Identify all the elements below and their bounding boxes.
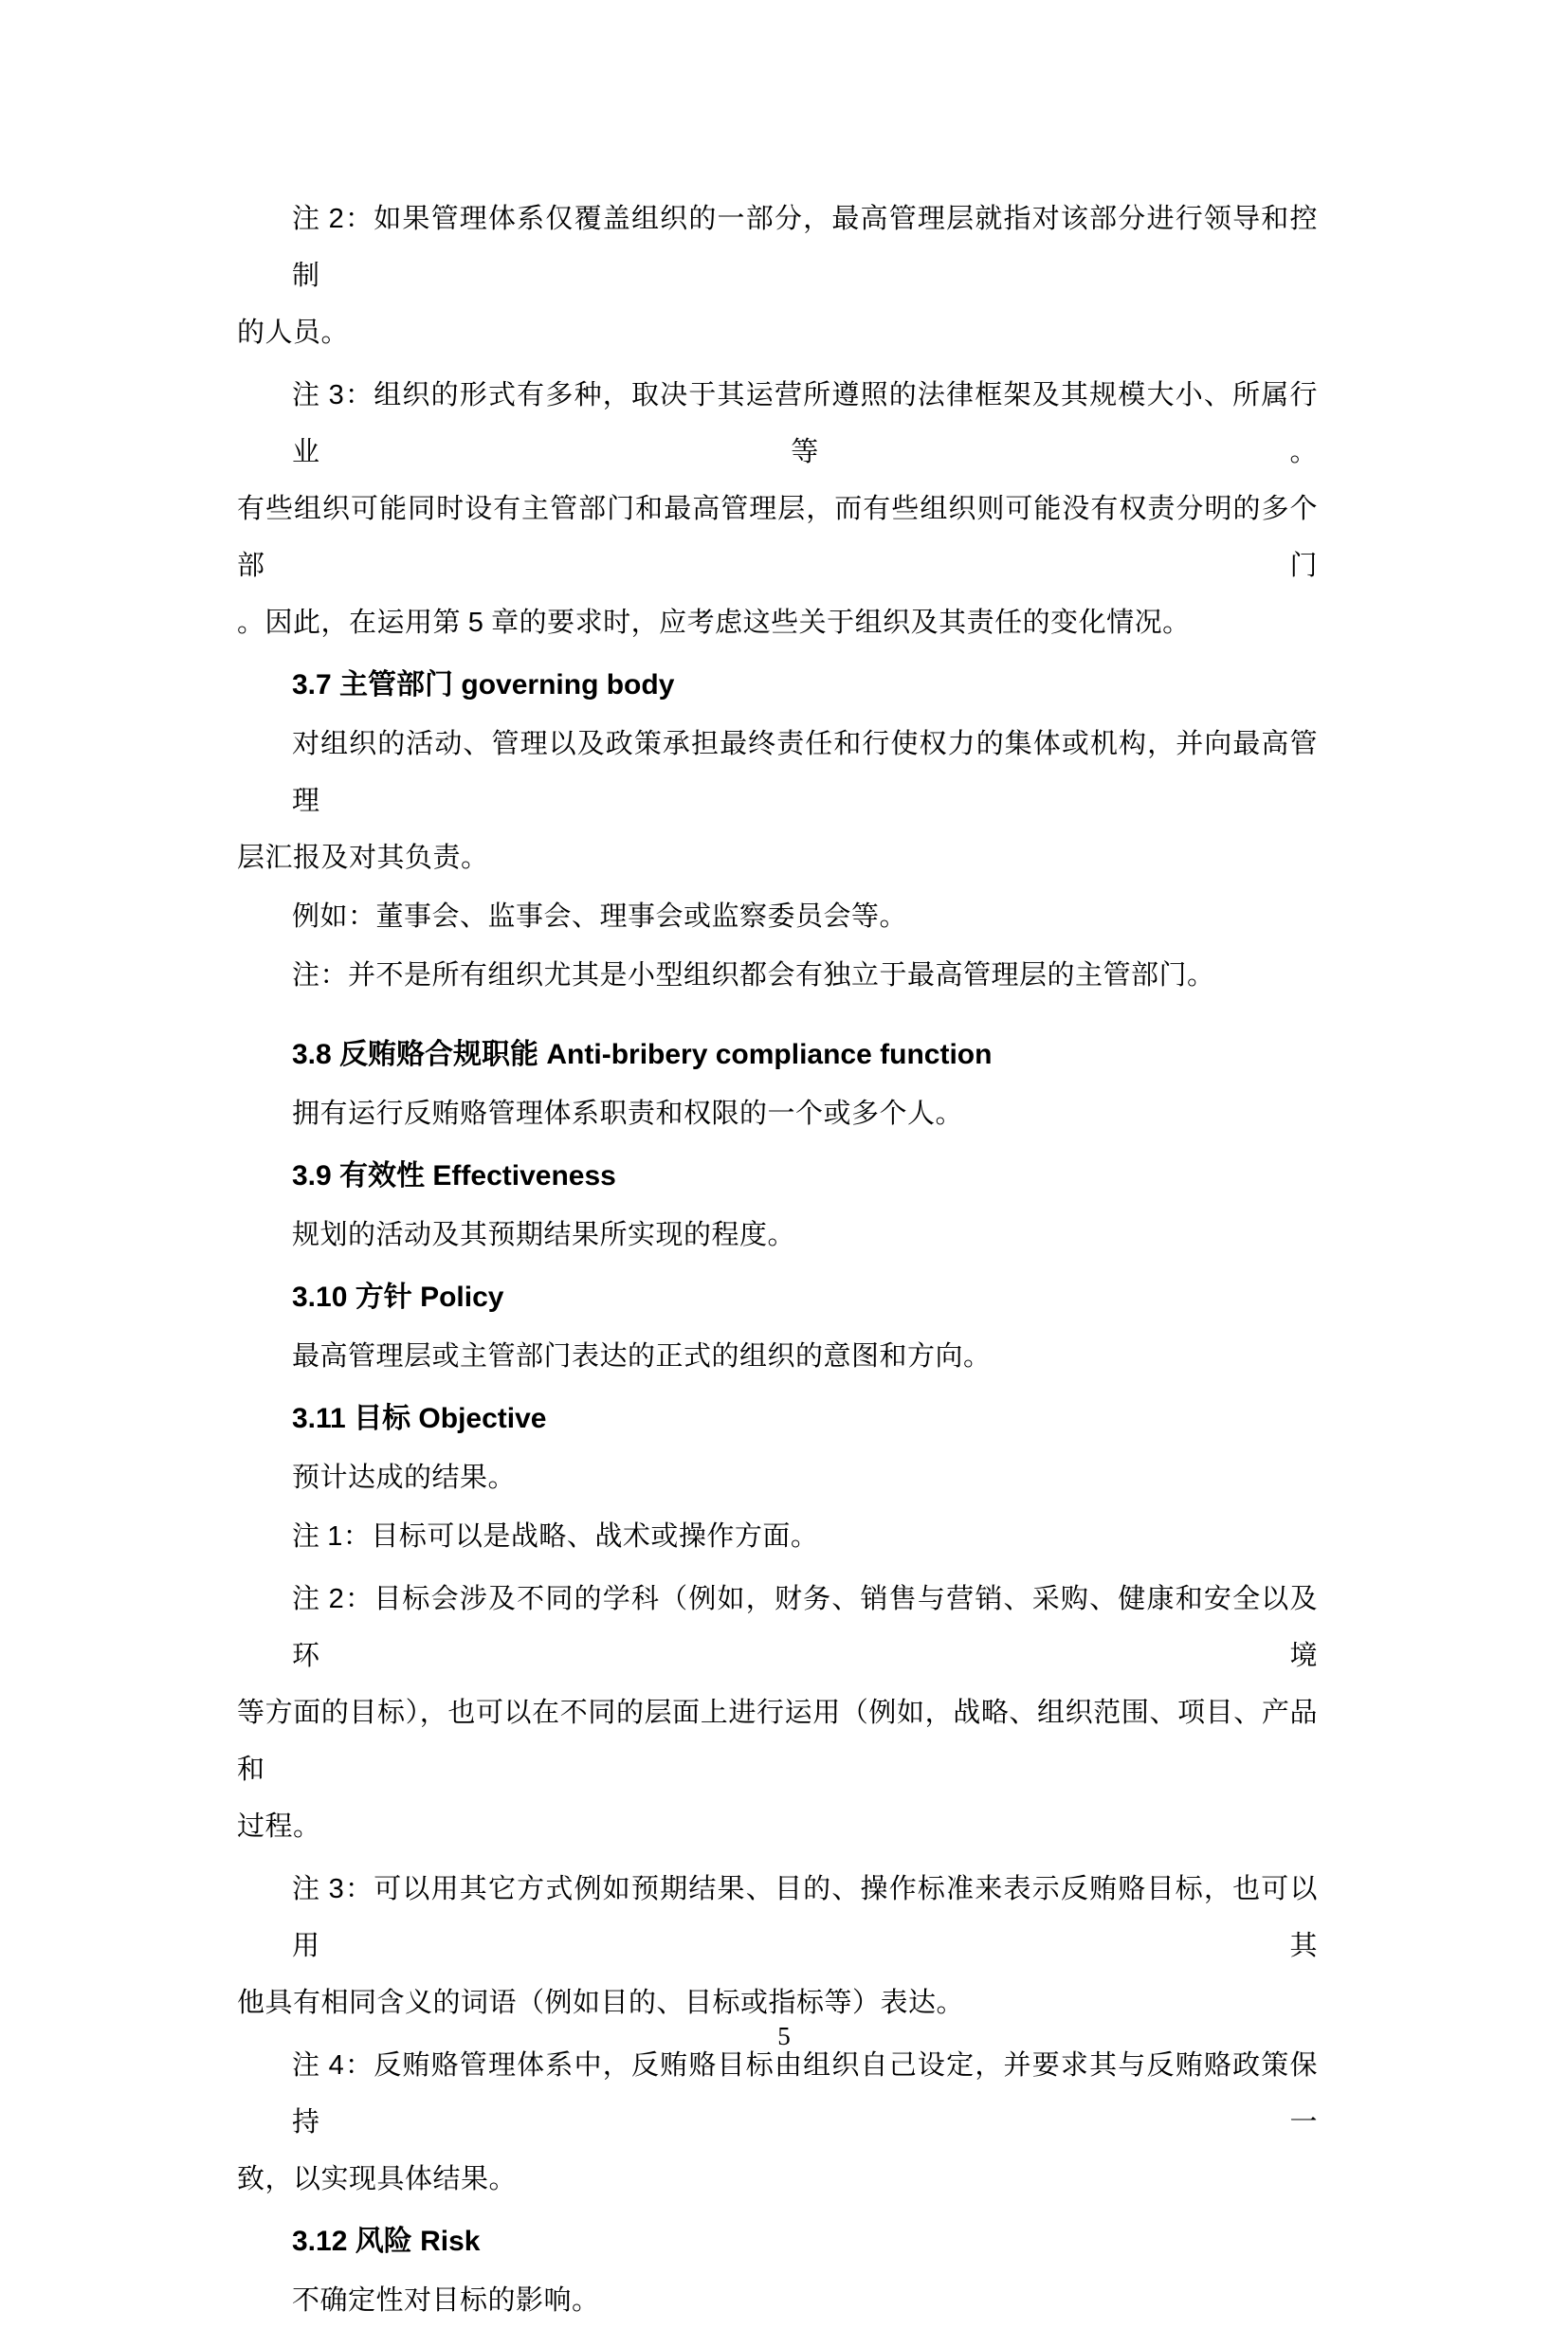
text-line: 注 3：可以用其它方式例如预期结果、目的、操作标准来表示反贿赂目标，也可以用其 (292, 1874, 1318, 1961)
text-line: 最高管理层或主管部门表达的正式的组织的意图和方向。 (292, 1341, 992, 1372)
paragraph (237, 716, 1318, 886)
paragraph (237, 888, 1318, 945)
latin-text: 3 (328, 1874, 345, 1904)
latin-text: governing body (461, 669, 675, 701)
text-line: 注 3：组织的形式有多种，取决于其运营所遵照的法律框架及其规模大小、所属行业等。 (292, 380, 1318, 467)
text-line: 3.10 方针 Policy (292, 1282, 504, 1313)
paragraph (237, 1085, 1318, 1142)
text-line: 对组织的活动、管理以及政策承担最终责任和行使权力的集体或机构，并向最高管理 (292, 729, 1318, 816)
text-line: 致，以实现具体结果。 (237, 2164, 518, 2194)
note-paragraph (237, 191, 1318, 361)
section-heading (237, 657, 1318, 714)
latin-text: 3.7 (292, 669, 332, 701)
text-line: 不确定性对目标的影响。 (292, 2285, 600, 2316)
page-number: 5 (777, 2022, 791, 2050)
section-heading (237, 1148, 1318, 1205)
latin-text: Objective (418, 1403, 547, 1434)
section-heading (237, 1027, 1318, 1083)
latin-text: 3 (328, 380, 345, 410)
latin-text: 3.9 (292, 1160, 332, 1192)
latin-text: 3.11 (292, 1403, 346, 1434)
section-heading (237, 2213, 1318, 2270)
latin-text: 1 (327, 1521, 343, 1552)
text-line: 注：并不是所有组织尤其是小型组织都会有独立于最高管理层的主管部门。 (292, 960, 1215, 991)
text-line: 3.11 目标 Objective (292, 1403, 547, 1434)
text-line: 3.7 主管部门 governing body (292, 669, 675, 701)
blank-line (237, 1004, 1318, 1021)
note-paragraph (237, 2037, 1318, 2208)
note-paragraph (237, 367, 1318, 651)
paragraph (237, 1328, 1318, 1385)
text-line: 等方面的目标），也可以在不同的层面上进行运用（例如，战略、组织范围、项目、产品和 (237, 1698, 1318, 1785)
latin-text: Risk (420, 2226, 481, 2257)
text-line: 预计达成的结果。 (292, 1463, 517, 1493)
latin-text: Anti-bribery compliance function (546, 1039, 993, 1070)
latin-text: Effectiveness (432, 1160, 616, 1192)
text-line: 层汇报及对其负责。 (237, 843, 489, 873)
text-line: 。因此，在运用第 5 章的要求时，应考虑这些关于组织及其责任的变化情况。 (237, 608, 1191, 638)
section-heading (237, 1391, 1318, 1447)
section-heading (237, 1269, 1318, 1326)
text-line: 注 1：目标可以是战略、战术或操作方面。 (292, 1521, 819, 1552)
text-line: 的人员。 (237, 318, 350, 348)
text-line: 拥有运行反贿赂管理体系职责和权限的一个或多个人。 (292, 1099, 964, 1129)
paragraph (237, 1508, 1318, 1565)
text-line: 注 2：目标会涉及不同的学科（例如，财务、销售与营销、采购、健康和安全以及环境 (292, 1584, 1318, 1671)
text-line: 他具有相同含义的词语（例如目的、目标或指标等）表达。 (237, 1988, 965, 2018)
latin-text: 3.8 (292, 1039, 332, 1070)
note-paragraph (237, 1861, 1318, 2031)
text-line: 3.8 反贿赂合规职能 Anti-bribery compliance function (292, 1039, 993, 1070)
note-paragraph (237, 1571, 1318, 1855)
paragraph (237, 1207, 1318, 1264)
text-line: 3.9 有效性 Effectiveness (292, 1160, 616, 1192)
text-line: 注 2：如果管理体系仅覆盖组织的一部分，最高管理层就指对该部分进行领导和控制 (292, 204, 1318, 291)
text-line: 注 4：反贿赂管理体系中，反贿赂目标由组织自己设定，并要求其与反贿赂政策保持一 (292, 2050, 1318, 2138)
paragraph (237, 2272, 1318, 2329)
latin-text: 2 (328, 1584, 345, 1614)
latin-text: Policy (420, 1282, 504, 1313)
paragraph (237, 1449, 1318, 1506)
latin-text: 5 (467, 608, 484, 638)
latin-text: 3.10 (292, 1282, 348, 1313)
paragraph (237, 947, 1318, 1004)
latin-text: 4 (328, 2050, 345, 2081)
latin-text: 3.12 (292, 2226, 348, 2257)
text-line: 有些组织可能同时设有主管部门和最高管理层，而有些组织则可能没有权责分明的多个部门 (237, 494, 1318, 581)
text-line: 过程。 (237, 1811, 321, 1842)
text-line: 规划的活动及其预期结果所实现的程度。 (292, 1220, 796, 1250)
latin-text: 2 (328, 204, 345, 234)
text-line: 例如：董事会、监事会、理事会或监察委员会等。 (292, 901, 908, 932)
text-line: 3.12 风险 Risk (292, 2226, 481, 2257)
